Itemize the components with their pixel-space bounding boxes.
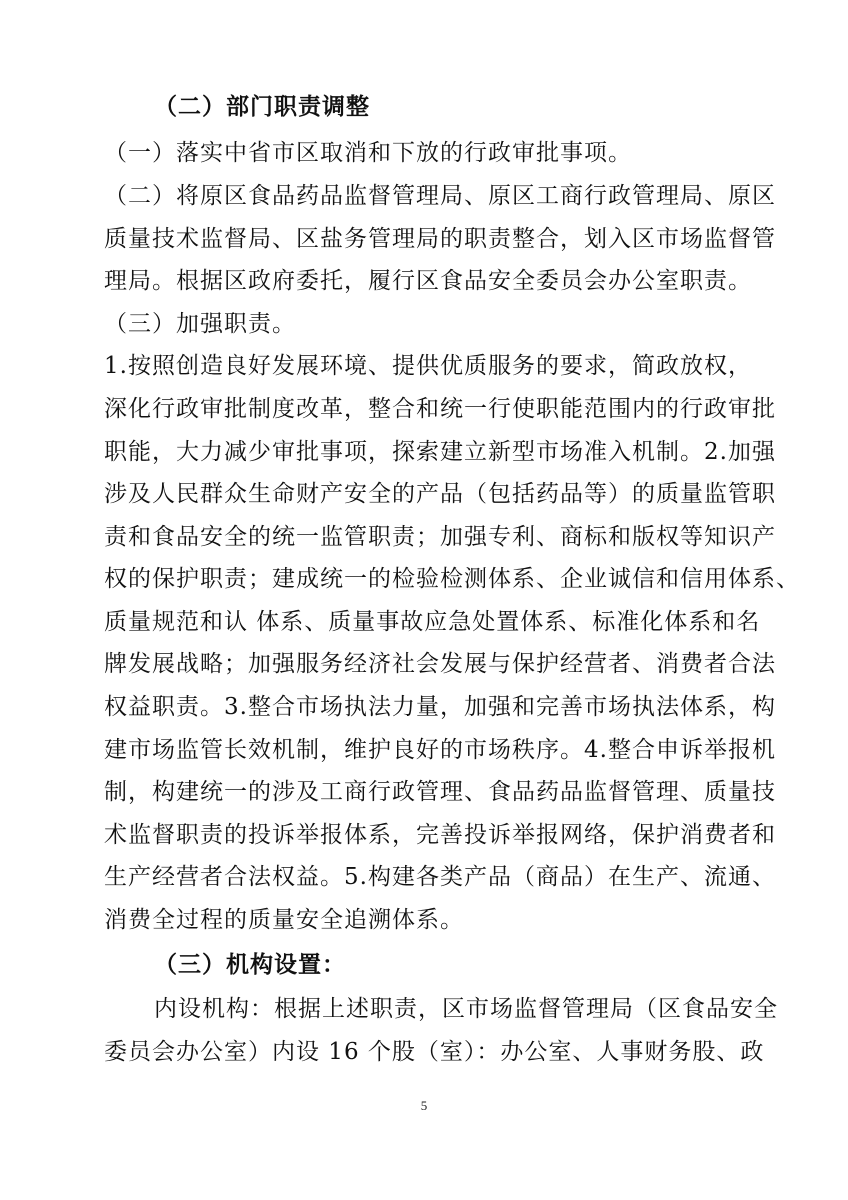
page-number: 5 xyxy=(420,1098,428,1113)
paragraph-line: 职能，大力减少审批事项，探索建立新型市场准入机制。2.加强 xyxy=(104,439,776,465)
paragraph-line: 委员会办公室）内设 16 个股（室）：办公室、人事财务股、政 xyxy=(104,1039,765,1065)
paragraph-line: 术监督职责的投诉举报体系，完善投诉举报网络，保护消费者和 xyxy=(104,822,776,848)
paragraph-line: 质量技术监督局、区盐务管理局的职责整合，划入区市场监督管 xyxy=(104,226,776,252)
paragraph-line: （一）落实中省市区取消和下放的行政审批事项。 xyxy=(104,140,632,166)
paragraph-line: 牌发展战略；加强服务经济社会发展与保护经营者、消费者合法 xyxy=(104,651,776,677)
section-heading-institution-setup: （三）机构设置： xyxy=(154,951,346,978)
paragraph-line: 生产经营者合法权益。5.构建各类产品（商品）在生产、流通、 xyxy=(104,864,776,890)
paragraph-line: 权的保护职责；建成统一的检验检测体系、企业诚信和信用体系、 xyxy=(104,566,800,592)
paragraph-line: 消费全过程的质量安全追溯体系。 xyxy=(104,907,464,933)
paragraph-line: 质量规范和认 体系、质量事故应急处置体系、标准化体系和名 xyxy=(104,609,761,635)
paragraph-line: 理局。根据区政府委托，履行区食品安全委员会办公室职责。 xyxy=(104,268,752,294)
paragraph-line: 涉及人民群众生命财产安全的产品（包括药品等）的质量监管职 xyxy=(104,481,776,507)
section-heading-department-duties: （二）部门职责调整 xyxy=(154,93,370,120)
paragraph-line: 权益职责。3.整合市场执法力量，加强和完善市场执法体系，构 xyxy=(104,694,776,720)
paragraph-line: 制，构建统一的涉及工商行政管理、食品药品监督管理、质量技 xyxy=(104,779,776,805)
paragraph-line: 1.按照创造良好发展环境、提供优质服务的要求，简政放权， xyxy=(104,353,752,379)
paragraph-line: 内设机构：根据上述职责，区市场监督管理局（区食品安全 xyxy=(154,996,778,1022)
paragraph-line: 建市场监管长效机制，维护良好的市场秩序。4.整合申诉举报机 xyxy=(104,737,776,763)
paragraph-line: 深化行政审批制度改革，整合和统一行使职能范围内的行政审批 xyxy=(104,396,776,422)
paragraph-line: （三）加强职责。 xyxy=(104,311,296,337)
paragraph-line: （二）将原区食品药品监督管理局、原区工商行政管理局、原区 xyxy=(104,183,776,209)
paragraph-line: 责和食品安全的统一监管职责；加强专利、商标和版权等知识产 xyxy=(104,524,776,550)
